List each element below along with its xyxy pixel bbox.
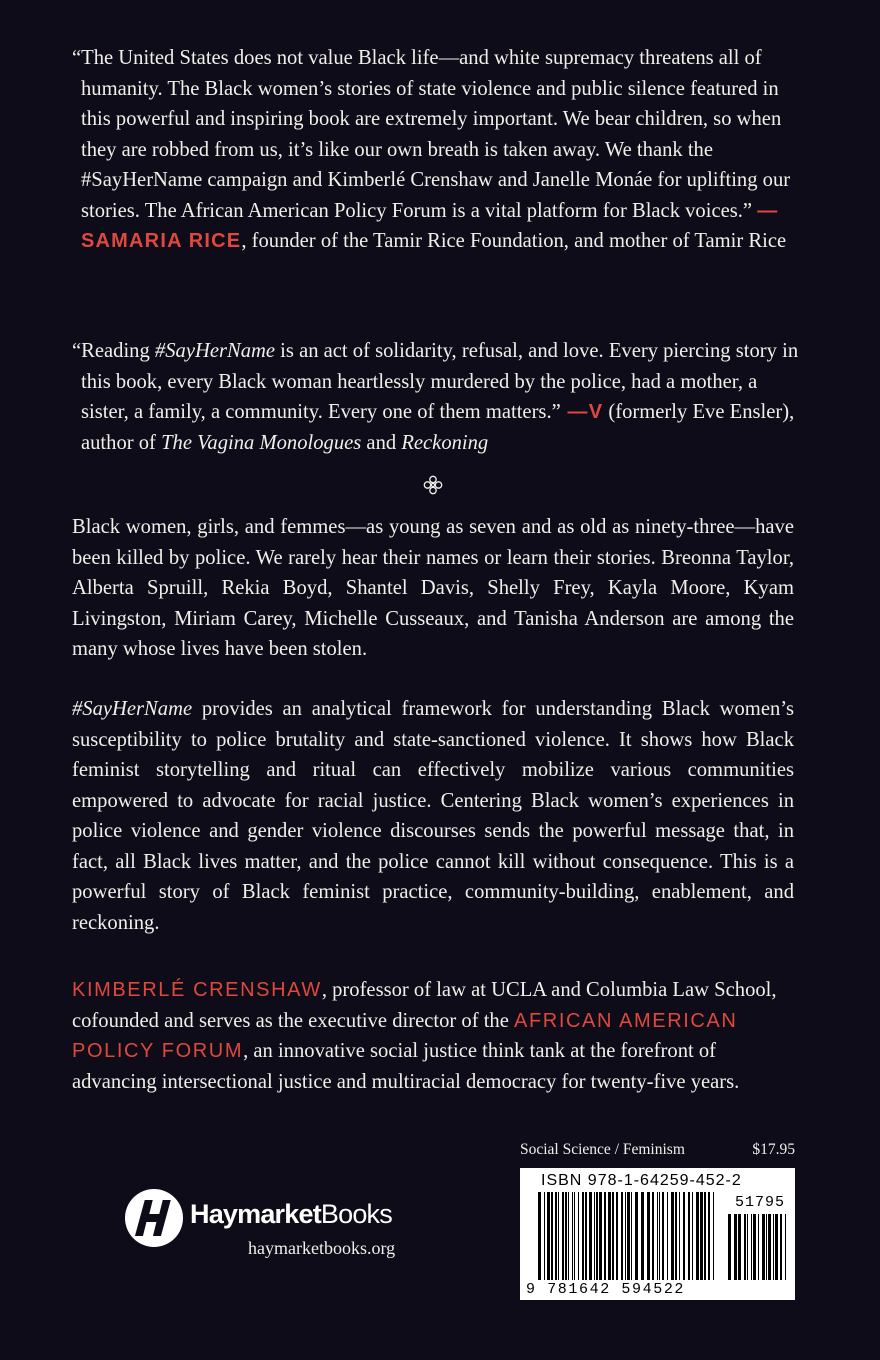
- ean-digits-text: 9 781642 594522: [526, 1281, 686, 1298]
- conjunction: and: [361, 431, 402, 454]
- ornament-divider-icon: [420, 472, 446, 498]
- quote-open: “Reading: [72, 340, 155, 362]
- publisher-url: haymarketbooks.org: [248, 1238, 396, 1258]
- book-title-italic: #SayHerName: [72, 698, 193, 720]
- bio-text: , professor of law at UCLA and Columbia Law School, cofounded and serves as the executive director of the: [72, 979, 777, 1032]
- price-code-text: 51795: [734, 1194, 785, 1211]
- quote-attribution-name: —V: [560, 401, 604, 423]
- category-price-line: [520, 1141, 795, 1159]
- category-label: Social Science / Feminism: [520, 1141, 685, 1158]
- quote-samaria-rice: [72, 43, 803, 257]
- publisher-logo: [124, 1184, 444, 1264]
- bio-text: , an innovative social justice think tank at the forefront of advancing intersectional justice and multiracial democracy for twenty-five years.: [72, 1040, 740, 1093]
- paragraph-text: provides an analytical framework for understanding Black women’s susceptibility to police brutality and state-sanctioned violence. It shows how Black feminist storytelling and ritual can effectively mobilize various communities empowered to advocate for racial justice. Centering Black women’s experiences in police violence and gender violence discourses sends the powerful message that, in fact, all Black lives matter, and the police cannot kill without consequence. This is a powerful story of Black feminist practice, community-building, enablement, and reckoning.: [72, 698, 794, 934]
- price-label: $17.95: [752, 1141, 795, 1158]
- author-bio: [72, 975, 794, 1097]
- work-title-italic: The Vagina Monologues: [161, 431, 362, 454]
- quote-attribution-detail: (formerly Eve Ensler), author of: [81, 401, 795, 454]
- isbn-text: ISBN 978-1-64259-452-2: [541, 1172, 742, 1189]
- quote-text: is an act of solidarity, refusal, and love. Every piercing story in this book, every Black woman heartlessly murdered by the police, had a mother, a sister, a family, a community. Every one of them matters.”: [81, 340, 799, 423]
- haymarket-h-logo-icon: [124, 1188, 184, 1248]
- barcode-box: [520, 1168, 795, 1300]
- publisher-name-regular: Books: [320, 1199, 392, 1229]
- quote-text: “The United States does not value Black life—and white supremacy threatens all of humanity. The Black women’s stories of state violence and public silence featured in this powerful and inspiring book are extremely important. We bear children, so when they are robbed from us, it’s like our own breath is taken away. We thank the #SayHerName campaign and Kimberlé Crenshaw and Janelle Monáe for uplifting our stories. The African American Policy Forum is a vital platform for Black voices.”: [72, 47, 791, 222]
- description-paragraph-2: [72, 694, 794, 938]
- publisher-name: [190, 1199, 392, 1230]
- publisher-name-bold: Haymarket: [190, 1199, 321, 1229]
- quote-attribution-detail: , founder of the Tamir Rice Foundation, and mother of Tamir Rice: [241, 230, 787, 252]
- quote-attribution-name: —SAMARIA RICE: [81, 199, 779, 252]
- organization-name: AFRICAN AMERICAN POLICY FORUM: [72, 1009, 738, 1062]
- quote-v: [72, 336, 803, 458]
- book-title-italic: #SayHerName: [154, 340, 276, 362]
- work-title-italic: Reckoning: [401, 431, 489, 454]
- description-paragraph-1: Black women, girls, and femmes—as young as seven and as old as ninety-three—have been killed by police. We rarely hear their names or learn their stories. Breonna Taylor, Alberta Spruill, Rekia Boyd, Shantel Davis, Shelly Frey, Kayla Moore, Kyam Livingston, Miriam Carey, Michelle Cusseaux, and Tanisha Anderson are among the many whose lives have been stolen.: [72, 516, 794, 660]
- author-name: KIMBERLÉ CRENSHAW: [72, 979, 322, 1001]
